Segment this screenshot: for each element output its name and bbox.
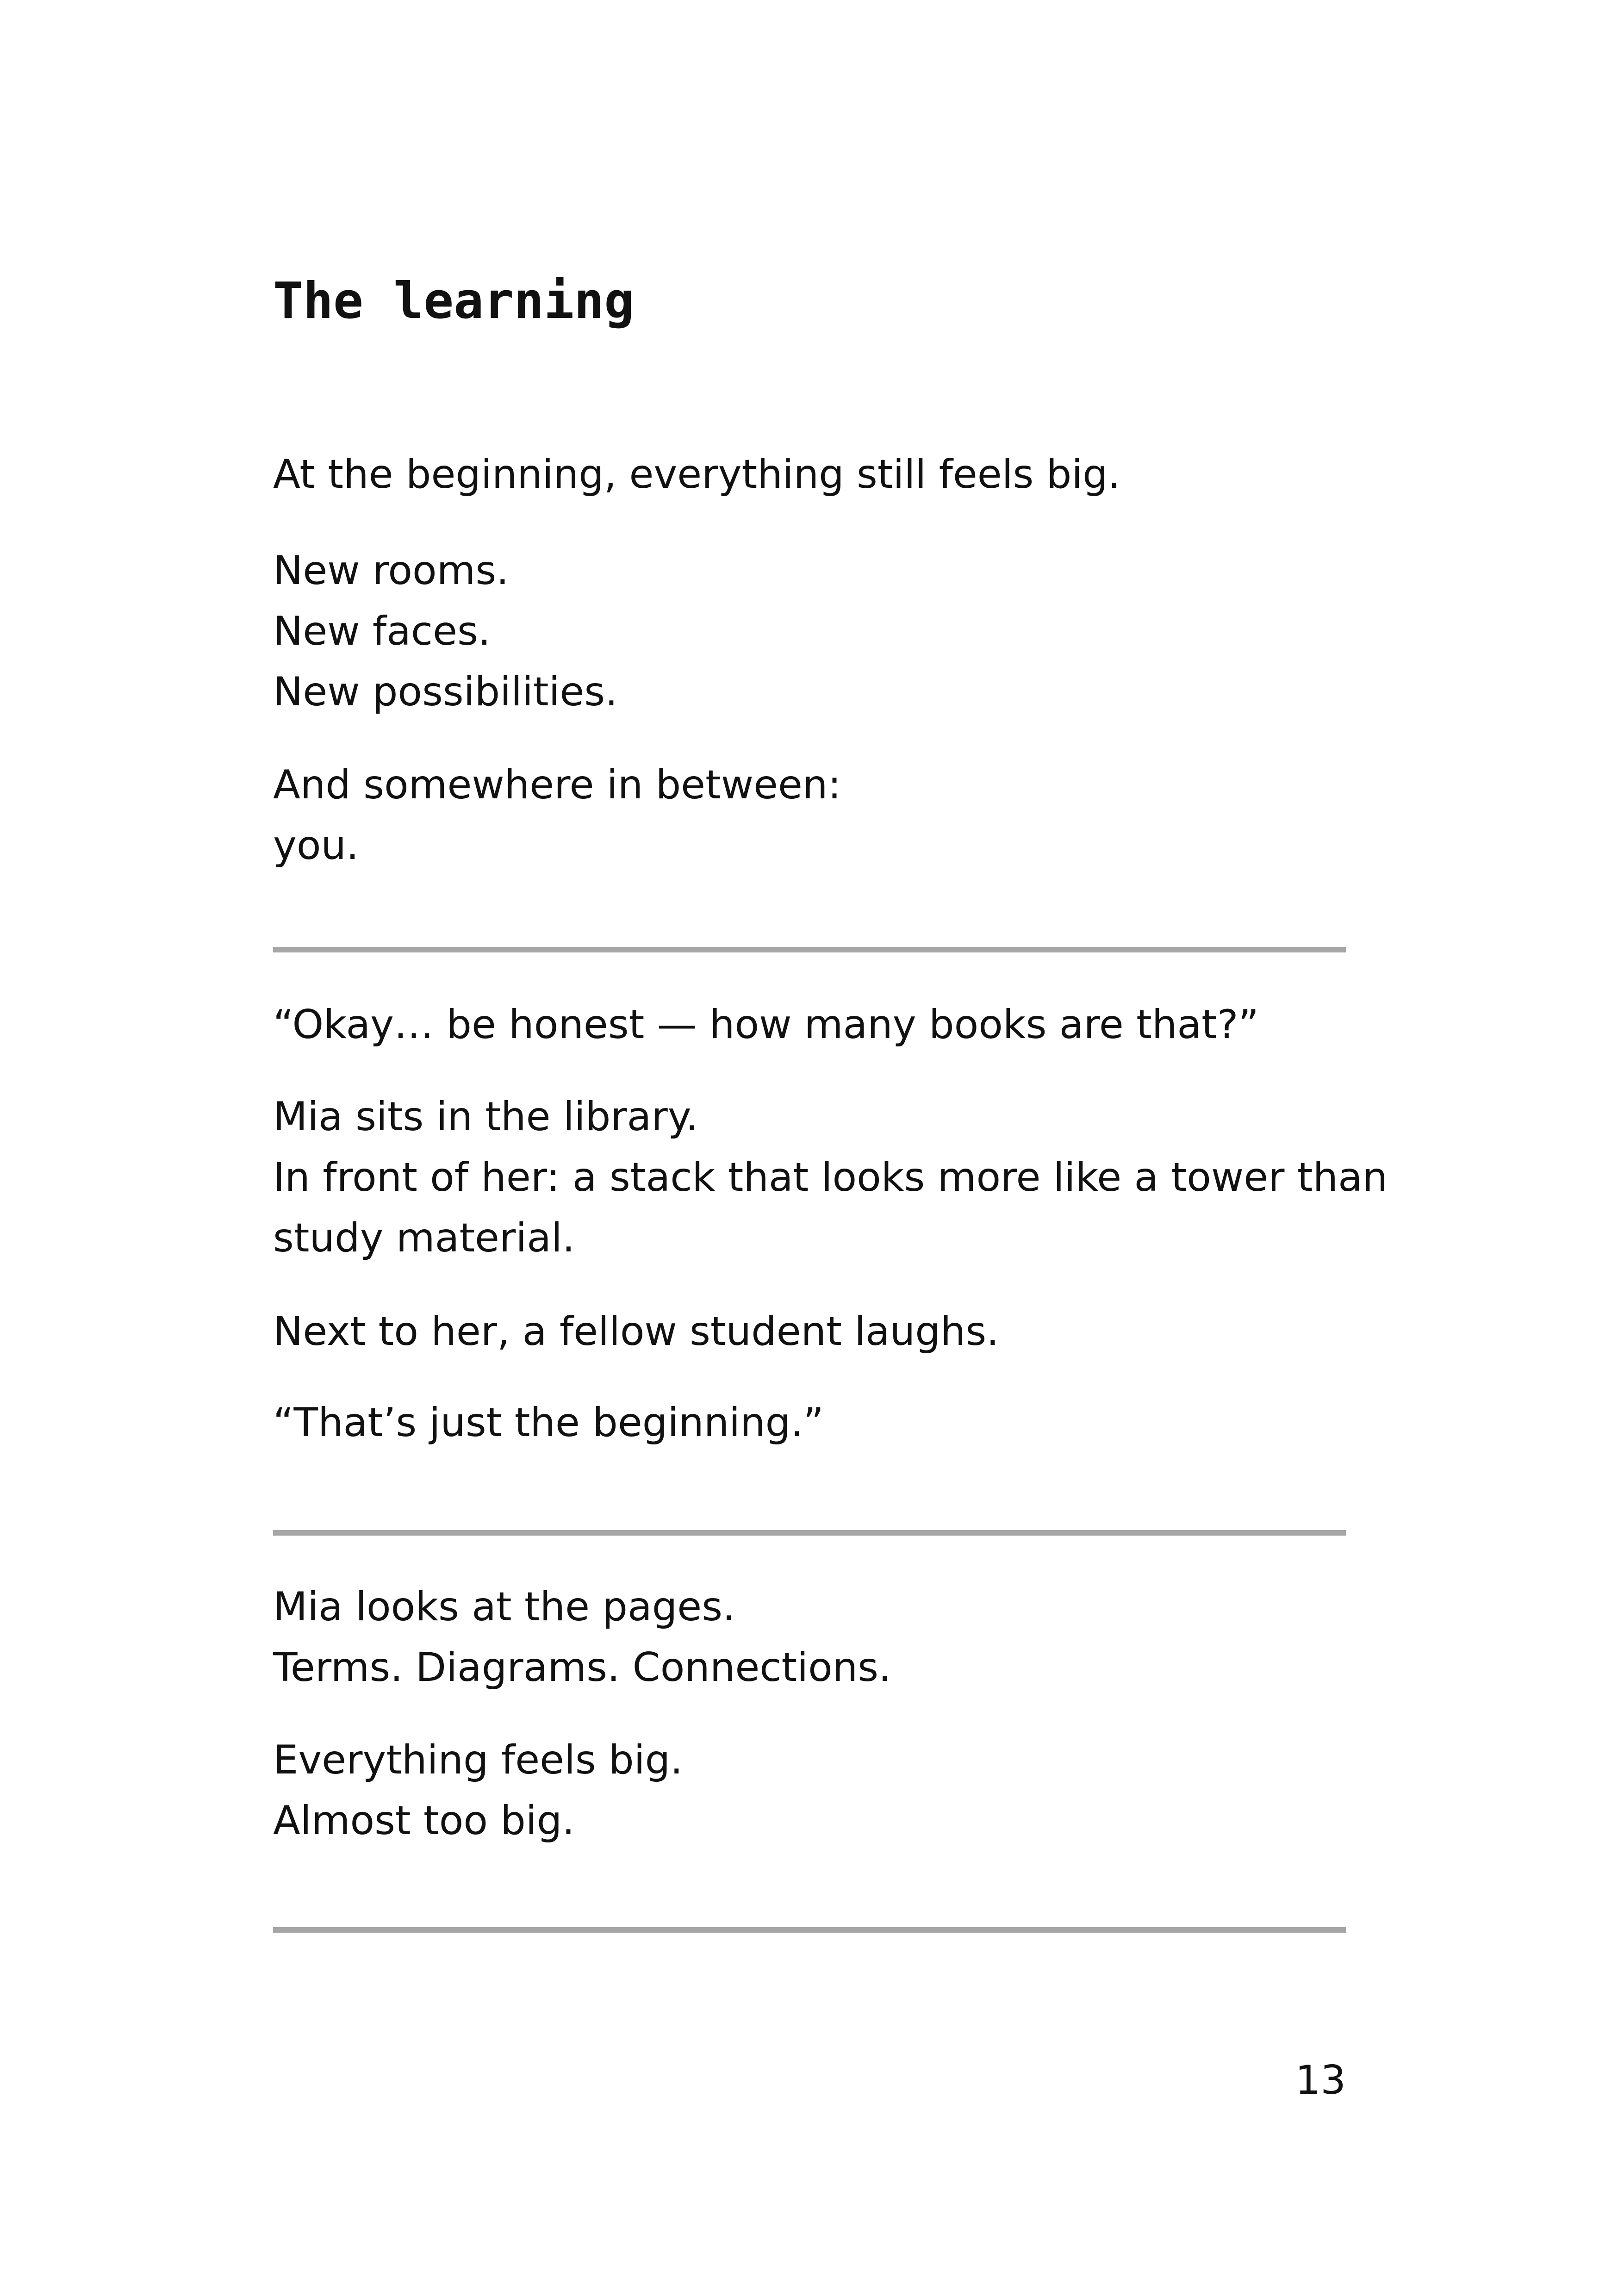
section-divider <box>273 1927 1346 1933</box>
text-line: Terms. Diagrams. Connections. <box>273 1644 891 1691</box>
text-line: “That’s just the beginning.” <box>273 1400 824 1446</box>
text-line: Next to her, a fellow student laughs. <box>273 1308 999 1355</box>
text-line: Almost too big. <box>273 1798 575 1844</box>
text-line: “Okay… be honest — how many books are that?” <box>273 1002 1259 1048</box>
chapter-title: The learning <box>273 272 635 330</box>
text-line: you. <box>273 822 359 869</box>
text-line: Mia looks at the pages. <box>273 1584 735 1630</box>
text-line: In front of her: a stack that looks more like a tower than <box>273 1154 1388 1201</box>
text-line: Mia sits in the library. <box>273 1094 698 1140</box>
section-divider <box>273 1530 1346 1536</box>
page-number: 13 <box>1295 2057 1346 2103</box>
text-line: Everything feels big. <box>273 1737 683 1783</box>
text-line: And somewhere in between: <box>273 762 841 808</box>
text-line: New rooms. <box>273 548 509 594</box>
section-divider <box>273 947 1346 952</box>
text-line: New faces. <box>273 608 491 654</box>
text-line: study material. <box>273 1215 575 1261</box>
text-line: At the beginning, everything still feels big. <box>273 451 1121 498</box>
text-line: New possibilities. <box>273 669 618 715</box>
